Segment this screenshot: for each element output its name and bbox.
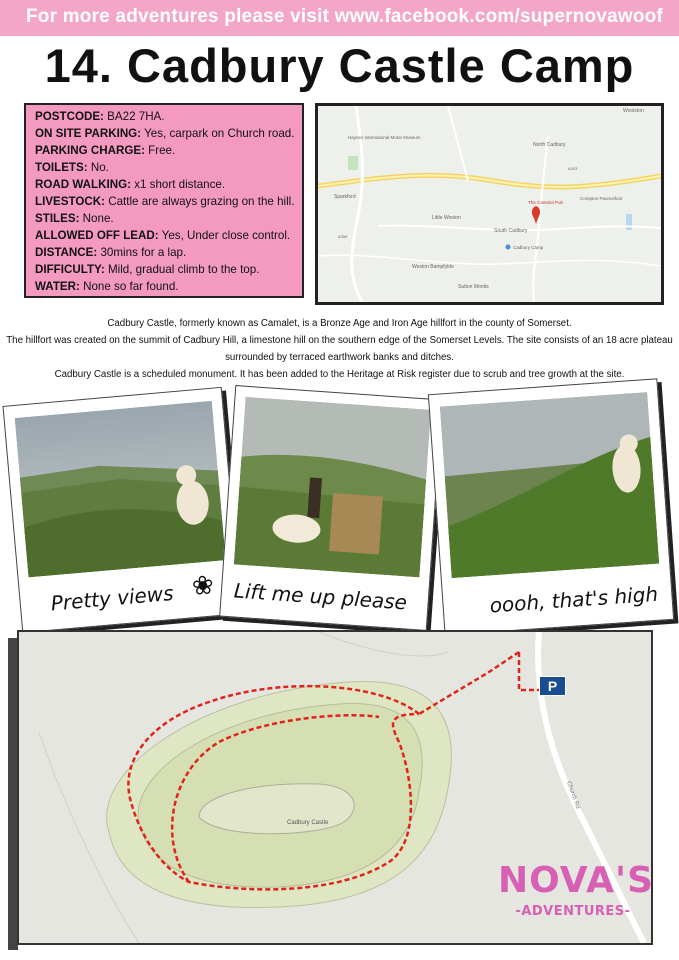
- map-label-camelot-pub: The Camelot Pub: [528, 200, 564, 205]
- description-line-3: Cadbury Castle is a scheduled monument. It has been added to the Heritage at Risk register due to scrub and tree growth at the site.: [54, 369, 625, 380]
- logo-subtitle: -ADVENTURES-: [515, 904, 631, 919]
- info-postcode: POSTCODE: BA22 7HA.: [35, 110, 165, 123]
- photo-dog-on-bank: [440, 392, 659, 578]
- photo-hillside-dog: [15, 401, 226, 578]
- map-label-sparkford: Sparkford: [334, 194, 356, 200]
- info-parking-charge: PARKING CHARGE: Free.: [35, 144, 176, 157]
- photo-card-lift-me-up: [219, 385, 443, 631]
- page-title: 14. Cadbury Castle Camp: [44, 39, 635, 92]
- map-label-sutton: Sutton Montis: [458, 284, 489, 290]
- top-banner: [0, 0, 679, 36]
- overview-map: [315, 103, 664, 305]
- overview-map-graphic: [318, 106, 661, 302]
- info-stiles: STILES: None.: [35, 212, 114, 225]
- map-label-weston: Weston Bampfylde: [412, 264, 454, 270]
- map-label-cadbury-castle: Cadbury Castle: [287, 820, 329, 826]
- map-label-north-cadbury: North Cadbury: [533, 142, 566, 148]
- banner-text: For more adventures please visit www.facebook.com/supernovawoof: [26, 6, 663, 27]
- description: [4, 315, 675, 383]
- paw-icon: ❀: [190, 569, 215, 602]
- novas-adventures-logo: [498, 860, 654, 930]
- info-road-walking: ROAD WALKING: x1 short distance.: [35, 178, 226, 191]
- description-line-2: The hillfort was created on the summit of Cadbury Hill, a limestone hill on the southern edge of the Somerset Levels. The site consists of an 18 acre plateau surrounded by terraced earthwork banks and ditches.: [6, 335, 673, 363]
- info-parking: ON SITE PARKING: Yes, carpark on Church road.: [35, 127, 295, 140]
- map-label-haynes: Haynes International Motor Museum: [348, 135, 421, 140]
- info-toilets: TOILETS: No.: [35, 161, 109, 174]
- photo-caption-2: Lift me up please: [233, 578, 408, 615]
- photo-card-pretty-views: [2, 387, 241, 633]
- map-label-south-cadbury: South Cadbury: [494, 228, 528, 234]
- photo-card-high: [428, 378, 674, 635]
- info-livestock: LIVESTOCK: Cattle are always grazing on the hill.: [35, 195, 295, 208]
- map-label-a359: A359: [338, 234, 348, 239]
- photo-trig-point-dog: [234, 397, 431, 578]
- info-off-lead: ALLOWED OFF LEAD: Yes, Under close control.: [35, 229, 291, 242]
- logo-name: NOVA'S: [498, 860, 654, 901]
- parking-icon: P: [539, 676, 566, 696]
- photo-caption-3: oooh, that's high: [488, 581, 659, 618]
- description-line-1: Cadbury Castle, formerly known as Camalet, is a Bronze Age and Iron Age hillfort in the county of Somerset.: [107, 318, 572, 329]
- photo-caption-1: Pretty views: [49, 580, 175, 616]
- info-distance: DISTANCE: 30mins for a lap.: [35, 246, 187, 259]
- map-label-a303: A303: [568, 166, 578, 171]
- info-water: WATER: None so far found.: [35, 280, 179, 293]
- map-label-cadbury-camp: Cadbury Camp: [513, 245, 544, 250]
- map-label-woolston: Woolston: [623, 108, 644, 114]
- map-label-church-rd: Church Rd: [565, 780, 581, 810]
- map-label-compton: Compton Pauncefoot: [580, 196, 623, 201]
- info-box: [24, 103, 304, 298]
- info-difficulty: DIFFICULTY: Mild, gradual climb to the top.: [35, 263, 260, 276]
- map-label-little-weston: Little Weston: [432, 215, 461, 221]
